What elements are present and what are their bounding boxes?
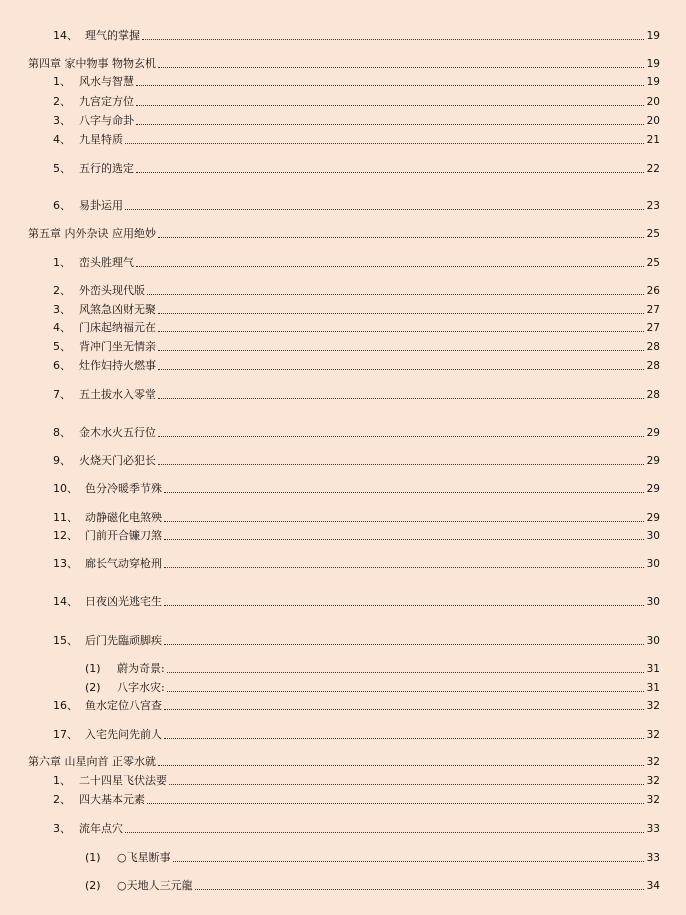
toc-entry[interactable]: [53, 482, 660, 496]
toc-subentry[interactable]: [85, 662, 660, 676]
dot-leader: [164, 520, 644, 522]
toc-entry[interactable]: [53, 454, 660, 468]
toc-entry[interactable]: [53, 303, 660, 317]
toc-entry-title: 九星特质: [79, 133, 123, 146]
dot-leader: [125, 831, 644, 833]
toc-entry[interactable]: [53, 634, 660, 648]
toc-entry-title: 外峦头现代版: [79, 284, 145, 297]
toc-entry-page: 30: [646, 596, 660, 608]
toc-entry-page: 26: [646, 285, 660, 297]
dot-leader: [158, 764, 644, 766]
dot-leader: [167, 690, 644, 692]
toc-entry-number: (2): [85, 879, 101, 892]
toc-entry[interactable]: [53, 321, 660, 335]
toc-entry-title: 后门先臨顽脚疾: [85, 634, 162, 647]
dot-leader: [136, 171, 644, 173]
toc-entry-title: 八字水灾:: [117, 681, 165, 694]
toc-entry[interactable]: [53, 774, 660, 788]
toc-entry-page: 28: [646, 360, 660, 372]
dot-leader: [164, 604, 644, 606]
toc-entry[interactable]: [53, 284, 660, 298]
toc-entry-page: 27: [646, 304, 660, 316]
toc-entry-number: 9、: [53, 454, 71, 467]
toc-entry-title: 理气的掌握: [85, 29, 140, 42]
dot-leader: [158, 349, 644, 351]
dot-leader: [158, 463, 644, 465]
toc-entry-number: 3、: [53, 303, 71, 316]
dot-leader: [158, 236, 644, 238]
toc-entry-number: 1、: [53, 256, 71, 269]
toc-entry-title: 火烧天门必犯长: [79, 454, 156, 467]
toc-entry[interactable]: [53, 557, 660, 571]
toc-entry-number: 14、: [53, 595, 78, 608]
toc-entry-page: 33: [646, 823, 660, 835]
toc-entry-title: 九宫定方位: [79, 95, 134, 108]
dot-leader: [136, 104, 644, 106]
toc-entry-page: 30: [646, 530, 660, 542]
dot-leader: [158, 435, 644, 437]
toc-entry-page: 25: [646, 257, 660, 269]
toc-entry-title: 风煞急凶财无聚: [79, 303, 156, 316]
toc-entry-page: 29: [646, 512, 660, 524]
toc-subentry[interactable]: [85, 851, 660, 865]
dot-leader: [164, 566, 644, 568]
toc-entry-title: 金木水火五行位: [79, 426, 156, 439]
toc-entry-number: 5、: [53, 162, 71, 175]
dot-leader: [164, 538, 644, 540]
toc-entry-page: 32: [646, 756, 660, 768]
toc-chapter-title: 第五章 内外杂诀 应用绝妙: [28, 227, 156, 240]
toc-entry-number: 4、: [53, 321, 71, 334]
dot-leader: [167, 671, 644, 673]
toc-entry-number: 3、: [53, 822, 71, 835]
toc-entry-number: 5、: [53, 340, 71, 353]
dot-leader: [173, 860, 644, 862]
toc-subentry[interactable]: [85, 879, 660, 893]
toc-entry-number: 12、: [53, 529, 78, 542]
toc-entry-number: 1、: [53, 75, 71, 88]
toc-entry[interactable]: [53, 822, 660, 836]
dot-leader: [147, 802, 644, 804]
toc-entry-number: 2、: [53, 95, 71, 108]
toc-entry-title: 流年点穴: [79, 822, 123, 835]
toc-entry[interactable]: [53, 388, 660, 402]
toc-entry-title: 灶作妇持火燃事: [79, 359, 156, 372]
toc-entry-title: 日夜凶光逃宅生: [85, 595, 162, 608]
dot-leader: [147, 293, 644, 295]
toc-entry-title: 峦头胜理气: [79, 256, 134, 269]
toc-entry-page: 25: [646, 228, 660, 240]
dot-leader: [158, 66, 644, 68]
dot-leader: [142, 38, 644, 40]
toc-entry-number: 13、: [53, 557, 78, 570]
toc-entry-number: 6、: [53, 199, 71, 212]
toc-entry[interactable]: [53, 162, 660, 176]
toc-entry-title: 廊长气动穿枪刑: [85, 557, 162, 570]
toc-entry-page: 30: [646, 558, 660, 570]
toc-entry-number: 8、: [53, 426, 71, 439]
toc-entry-page: 23: [646, 200, 660, 212]
dot-leader: [158, 312, 644, 314]
toc-entry[interactable]: [53, 426, 660, 440]
toc-entry-page: 28: [646, 341, 660, 353]
toc-entry-title: 鱼水定位八宫查: [85, 699, 162, 712]
dot-leader: [125, 142, 644, 144]
toc-entry-title: 门床起纳福元在: [79, 321, 156, 334]
toc-entry-number: 16、: [53, 699, 78, 712]
toc-entry-number: 2、: [53, 793, 71, 806]
toc-chapter-title: 第六章 山星向首 正零水就: [28, 755, 156, 768]
toc-entry[interactable]: [53, 256, 660, 270]
toc-chapter[interactable]: [28, 57, 660, 71]
toc-entry-page: 28: [646, 389, 660, 401]
toc-entry[interactable]: [53, 114, 660, 128]
toc-entry-number: (1): [85, 851, 101, 864]
toc-chapter[interactable]: [28, 227, 660, 241]
dot-leader: [136, 84, 644, 86]
dot-leader: [158, 368, 644, 370]
toc-entry-title: 蔚为奇景:: [117, 662, 165, 675]
toc-entry-number: 11、: [53, 511, 78, 524]
toc-entry-number: 3、: [53, 114, 71, 127]
toc-entry-title: 八字与命卦: [79, 114, 134, 127]
toc-entry-page: 31: [646, 663, 660, 675]
toc-entry-number: 10、: [53, 482, 78, 495]
toc-entry-number: 4、: [53, 133, 71, 146]
dot-leader: [164, 708, 644, 710]
dot-leader: [158, 330, 644, 332]
toc-entry-page: 29: [646, 455, 660, 467]
toc-entry[interactable]: [53, 133, 660, 147]
dot-leader: [164, 491, 644, 493]
toc-entry[interactable]: [53, 511, 660, 525]
toc-entry[interactable]: [53, 340, 660, 354]
toc-entry-page: 32: [646, 729, 660, 741]
toc-chapter-title: 第四章 家中物事 物物玄机: [28, 57, 156, 70]
toc-entry-title: 门前开合镰刀煞: [85, 529, 162, 542]
toc-entry-number: 7、: [53, 388, 71, 401]
toc-entry-title: ○飞星断事: [117, 851, 171, 864]
toc-entry-page: 29: [646, 427, 660, 439]
toc-entry[interactable]: [53, 793, 660, 807]
toc-entry[interactable]: [53, 699, 660, 713]
toc-entry-number: 1、: [53, 774, 71, 787]
toc-entry-number: 2、: [53, 284, 71, 297]
toc-entry-number: 17、: [53, 728, 78, 741]
toc-chapter[interactable]: [28, 755, 660, 769]
toc-entry-page: 20: [646, 115, 660, 127]
toc-entry[interactable]: [53, 595, 660, 609]
toc-entry-title: 五土拔水入零堂: [79, 388, 156, 401]
toc-entry-page: 30: [646, 635, 660, 647]
toc-entry-title: 入宅先问先前人: [85, 728, 162, 741]
toc-entry-page: 22: [646, 163, 660, 175]
toc-entry-page: 33: [646, 852, 660, 864]
toc-entry-title: ○天地人三元龍: [117, 879, 193, 892]
toc-entry-number: (1): [85, 662, 101, 675]
toc-entry-title: 动静磁化电煞殃: [85, 511, 162, 524]
dot-leader: [164, 737, 644, 739]
toc-entry-title: 风水与智慧: [79, 75, 134, 88]
toc-entry-page: 32: [646, 700, 660, 712]
dot-leader: [164, 643, 644, 645]
toc-entry[interactable]: [53, 29, 660, 43]
toc-entry-number: 15、: [53, 634, 78, 647]
toc-entry-page: 29: [646, 483, 660, 495]
toc-entry-page: 34: [646, 880, 660, 892]
toc-entry[interactable]: [53, 359, 660, 373]
dot-leader: [125, 208, 644, 210]
toc-entry-page: 21: [646, 134, 660, 146]
toc-entry[interactable]: [53, 199, 660, 213]
dot-leader: [169, 783, 644, 785]
toc-entry[interactable]: [53, 728, 660, 742]
toc-entry-page: 32: [646, 794, 660, 806]
toc-entry-page: 19: [646, 76, 660, 88]
toc-entry-number: 14、: [53, 29, 78, 42]
toc-entry-title: 色分冷暖季节殊: [85, 482, 162, 495]
toc-entry-title: 二十四星飞伏法要: [79, 774, 167, 787]
toc-entry[interactable]: [53, 95, 660, 109]
toc-entry[interactable]: [53, 75, 660, 89]
toc-entry-page: 31: [646, 682, 660, 694]
toc-entry-title: 易卦运用: [79, 199, 123, 212]
toc-entry-page: 32: [646, 775, 660, 787]
toc-entry-number: 6、: [53, 359, 71, 372]
toc-entry-number: (2): [85, 681, 101, 694]
dot-leader: [158, 397, 644, 399]
dot-leader: [136, 265, 644, 267]
toc-entry-page: 20: [646, 96, 660, 108]
toc-entry-page: 19: [646, 58, 660, 70]
toc-entry-page: 19: [646, 30, 660, 42]
dot-leader: [195, 888, 644, 890]
toc-entry-title: 四大基本元素: [79, 793, 145, 806]
toc-entry-title: 五行的选定: [79, 162, 134, 175]
toc-entry[interactable]: [53, 529, 660, 543]
toc-entry-page: 27: [646, 322, 660, 334]
dot-leader: [136, 123, 644, 125]
toc-subentry[interactable]: [85, 681, 660, 695]
toc-entry-title: 背冲门坐无情亲: [79, 340, 156, 353]
